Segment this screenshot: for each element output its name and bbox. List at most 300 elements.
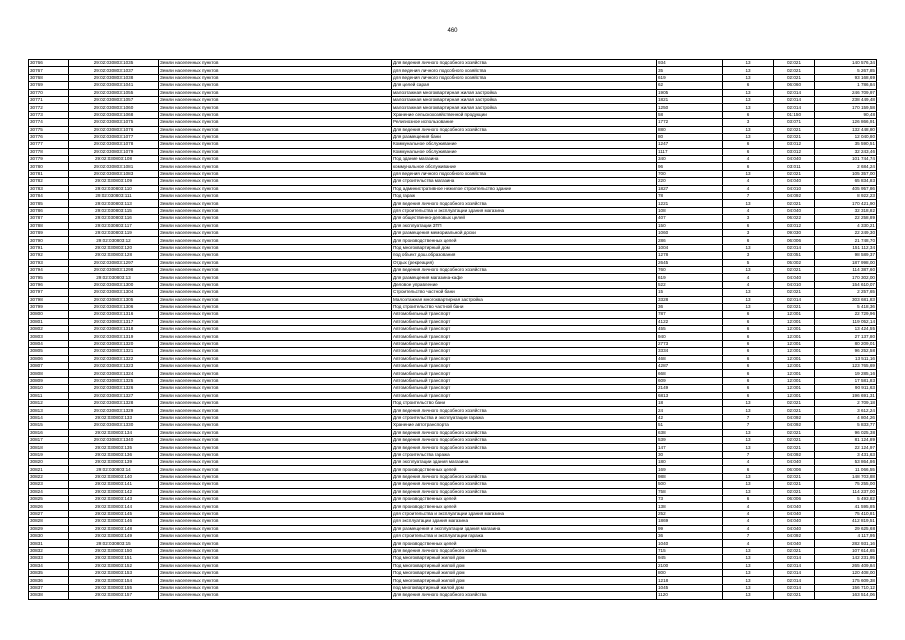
- group-cell: 6: [723, 340, 774, 347]
- cadastral-number-cell: 29:02:030803:1318: [69, 326, 159, 333]
- cadastral-value-cell: 238 449,48: [815, 96, 877, 103]
- permitted-use-cell: Для ведения личного подсобного хозяйства: [392, 547, 657, 554]
- cadastral-number-cell: 29:02:030803:1329: [69, 407, 159, 414]
- cadastral-value-cell: 27 137,80: [815, 333, 877, 340]
- code-cell: 04:092: [774, 193, 815, 200]
- group-cell: 6: [723, 111, 774, 118]
- area-cell: 880: [657, 126, 723, 133]
- area-cell: 715: [657, 547, 723, 554]
- code-cell: 02:014: [774, 569, 815, 576]
- permitted-use-cell: Под многоквартирный жилой дом: [392, 577, 657, 584]
- cadastral-number-cell: 29:02:030803:117: [69, 222, 159, 229]
- permitted-use-cell: Автомобильный транспорт: [392, 355, 657, 362]
- cadastral-value-cell: 32 318,82: [815, 207, 877, 214]
- group-cell: 6: [723, 82, 774, 89]
- area-cell: 609: [657, 377, 723, 384]
- group-cell: 4: [723, 503, 774, 510]
- land-category-cell: Земли населенных пунктов: [159, 266, 392, 273]
- area-cell: 787: [657, 311, 723, 318]
- cadastral-number-cell: 29:02:030803:1035: [69, 60, 159, 67]
- cadastral-number-cell: 29:02:030803:1298: [69, 266, 159, 273]
- row-number-cell: 30802: [29, 326, 69, 333]
- cadastral-value-cell: 75 255,00: [815, 481, 877, 488]
- code-cell: 04:040: [774, 510, 815, 517]
- code-cell: 06:006: [774, 466, 815, 473]
- row-number-cell: 30817: [29, 436, 69, 443]
- group-cell: 13: [723, 488, 774, 495]
- cadastral-number-cell: 29:02:030803:1320: [69, 340, 159, 347]
- row-number-cell: 30772: [29, 104, 69, 111]
- cadastral-number-cell: 29:02:030803:144: [69, 503, 159, 510]
- land-category-cell: Земли населенных пунктов: [159, 185, 392, 192]
- row-number-cell: 30828: [29, 518, 69, 525]
- permitted-use-cell: Для ведения личного подсобного хозяйства: [392, 436, 657, 443]
- group-cell: 4: [723, 274, 774, 281]
- row-number-cell: 30819: [29, 451, 69, 458]
- table-row: [29, 326, 877, 333]
- table-row: [29, 237, 877, 244]
- row-number-cell: 30776: [29, 133, 69, 140]
- land-category-cell: Земли населенных пунктов: [159, 385, 392, 392]
- group-cell: 13: [723, 444, 774, 451]
- permitted-use-cell: Для размещения бани: [392, 133, 657, 140]
- group-cell: 3: [723, 215, 774, 222]
- land-category-cell: Земли населенных пунктов: [159, 481, 392, 488]
- permitted-use-cell: Для ведения личного подсобного хозяйства: [392, 200, 657, 207]
- cadastral-number-cell: 29:02:030803:1306: [69, 303, 159, 310]
- area-cell: 340: [657, 156, 723, 163]
- table-row: [29, 577, 877, 584]
- code-cell: 12:001: [774, 333, 815, 340]
- land-category-cell: Земли населенных пунктов: [159, 525, 392, 532]
- row-number-cell: 30814: [29, 414, 69, 421]
- code-cell: 04:040: [774, 525, 815, 532]
- group-cell: 4: [723, 185, 774, 192]
- cadastral-number-cell: 29:02:030803:115: [69, 207, 159, 214]
- table-row: [29, 348, 877, 355]
- row-number-cell: 30780: [29, 163, 69, 170]
- table-row: [29, 496, 877, 503]
- table-row: [29, 510, 877, 517]
- cadastral-number-cell: 29:02:030803:140: [69, 473, 159, 480]
- table-row: [29, 562, 877, 569]
- permitted-use-cell: Коммунальное обслуживание: [392, 148, 657, 155]
- row-number-cell: 30836: [29, 577, 69, 584]
- area-cell: 619: [657, 74, 723, 81]
- cadastral-value-cell: 65 834,83: [815, 178, 877, 185]
- row-number-cell: 30784: [29, 193, 69, 200]
- group-cell: 13: [723, 547, 774, 554]
- permitted-use-cell: Для производственных целей: [392, 237, 657, 244]
- group-cell: 3: [723, 119, 774, 126]
- area-cell: 1827: [657, 185, 723, 192]
- permitted-use-cell: Отдых (рекреация): [392, 259, 657, 266]
- cadastral-value-cell: 12 040,80: [815, 133, 877, 140]
- land-category-cell: Земли населенных пунктов: [159, 318, 392, 325]
- cadastral-number-cell: 29:02:030803:14: [69, 466, 159, 473]
- table-row: [29, 547, 877, 554]
- row-number-cell: 30818: [29, 444, 69, 451]
- cadastral-number-cell: 29:02:030803:1041: [69, 82, 159, 89]
- permitted-use-cell: Для ведения личного подсобного хозяйства: [392, 473, 657, 480]
- table-row: [29, 252, 877, 259]
- code-cell: 04:092: [774, 422, 815, 429]
- group-cell: 13: [723, 170, 774, 177]
- cadastral-value-cell: 120 408,00: [815, 569, 877, 576]
- row-number-cell: 30783: [29, 185, 69, 192]
- permitted-use-cell: Для ведения личного подсобного хозяйства: [392, 266, 657, 273]
- permitted-use-cell: Под строительство бани: [392, 399, 657, 406]
- area-cell: 1218: [657, 577, 723, 584]
- area-cell: 286: [657, 237, 723, 244]
- permitted-use-cell: Для эксплуатации здания магазина: [392, 459, 657, 466]
- table-row: [29, 148, 877, 155]
- cadastral-value-cell: 156 710,12: [815, 584, 877, 591]
- land-category-cell: Земли населенных пунктов: [159, 163, 392, 170]
- group-cell: 6: [723, 326, 774, 333]
- permitted-use-cell: Для ведения личного подсобного хозяйства: [392, 444, 657, 451]
- cadastral-value-cell: 196 691,31: [815, 392, 877, 399]
- table-row: [29, 533, 877, 540]
- cadastral-value-cell: 21 748,70: [815, 237, 877, 244]
- land-category-cell: Земли населенных пунктов: [159, 436, 392, 443]
- group-cell: 13: [723, 555, 774, 562]
- table-row: [29, 281, 877, 288]
- area-cell: 800: [657, 569, 723, 576]
- area-cell: 1278: [657, 252, 723, 259]
- land-category-cell: Земли населенных пунктов: [159, 215, 392, 222]
- cadastral-number-cell: 29:02:030803:116: [69, 215, 159, 222]
- permitted-use-cell: Автомобильный транспорт: [392, 348, 657, 355]
- group-cell: 6: [723, 392, 774, 399]
- area-cell: 73: [657, 496, 723, 503]
- cadastral-number-cell: 29:02:030803:148: [69, 525, 159, 532]
- row-number-cell: 30788: [29, 222, 69, 229]
- table-row: [29, 503, 877, 510]
- area-cell: 1247: [657, 141, 723, 148]
- table-row: [29, 488, 877, 495]
- cadastral-number-cell: 29:02:030803:1076: [69, 126, 159, 133]
- permitted-use-cell: Для целей сарая: [392, 82, 657, 89]
- cadastral-value-cell: 119 052,14: [815, 318, 877, 325]
- cadastral-value-cell: 303 681,83: [815, 296, 877, 303]
- cadastral-number-cell: 29:02:030803:135: [69, 444, 159, 451]
- row-number-cell: 30807: [29, 363, 69, 370]
- area-cell: 80: [657, 133, 723, 140]
- cadastral-value-cell: 22 258,89: [815, 215, 877, 222]
- area-cell: 4122: [657, 318, 723, 325]
- cadastral-number-cell: 29:02:030803:15: [69, 540, 159, 547]
- land-category-cell: Земли населенных пунктов: [159, 459, 392, 466]
- cadastral-number-cell: 29:02:030803:157: [69, 592, 159, 599]
- permitted-use-cell: Под многоквартирный дом: [392, 244, 657, 251]
- permitted-use-cell: Для размещения мемориальной доски: [392, 229, 657, 236]
- row-number-cell: 30830: [29, 533, 69, 540]
- cadastral-value-cell: 3 612,24: [815, 407, 877, 414]
- group-cell: 13: [723, 266, 774, 273]
- land-category-cell: Земли населенных пунктов: [159, 562, 392, 569]
- land-category-cell: Земли населенных пунктов: [159, 289, 392, 296]
- code-cell: 06:022: [774, 215, 815, 222]
- land-category-cell: Земли населенных пунктов: [159, 126, 392, 133]
- land-category-cell: Земли населенных пунктов: [159, 178, 392, 185]
- land-category-cell: Земли населенных пунктов: [159, 584, 392, 591]
- row-number-cell: 30800: [29, 311, 69, 318]
- cadastral-value-cell: 13 424,55: [815, 326, 877, 333]
- table-row: [29, 74, 877, 81]
- cadastral-number-cell: 29:02:030803:1324: [69, 370, 159, 377]
- group-cell: 6: [723, 385, 774, 392]
- group-cell: 4: [723, 518, 774, 525]
- area-cell: 500: [657, 481, 723, 488]
- cadastral-value-cell: 81 124,89: [815, 436, 877, 443]
- table-row: [29, 407, 877, 414]
- row-number-cell: 30831: [29, 540, 69, 547]
- area-cell: 96: [657, 163, 723, 170]
- permitted-use-cell: Под гараж: [392, 193, 657, 200]
- permitted-use-cell: Для ведения личного подсобного хозяйства: [392, 60, 657, 67]
- cadastral-number-cell: 29:02:030803:151: [69, 555, 159, 562]
- code-cell: 02:021: [774, 126, 815, 133]
- code-cell: 12:001: [774, 355, 815, 362]
- code-cell: 03:012: [774, 148, 815, 155]
- group-cell: 6: [723, 355, 774, 362]
- group-cell: 4: [723, 459, 774, 466]
- cadastral-value-cell: 4 330,21: [815, 222, 877, 229]
- row-number-cell: 30796: [29, 281, 69, 288]
- area-cell: 1040: [657, 540, 723, 547]
- area-cell: 2773: [657, 340, 723, 347]
- row-number-cell: 30786: [29, 207, 69, 214]
- cadastral-value-cell: 98 589,37: [815, 252, 877, 259]
- row-number-cell: 30779: [29, 156, 69, 163]
- permitted-use-cell: Для производственных целей: [392, 503, 657, 510]
- cadastral-value-cell: 187 998,00: [815, 259, 877, 266]
- cadastral-value-cell: 123 765,69: [815, 363, 877, 370]
- area-cell: 468: [657, 355, 723, 362]
- code-cell: 02:021: [774, 200, 815, 207]
- cadastral-number-cell: 29:02:030803:1316: [69, 311, 159, 318]
- group-cell: 6: [723, 318, 774, 325]
- cadastral-value-cell: 11 066,55: [815, 466, 877, 473]
- land-category-cell: Земли населенных пунктов: [159, 104, 392, 111]
- group-cell: 4: [723, 540, 774, 547]
- code-cell: 03:011: [774, 163, 815, 170]
- code-cell: 02:014: [774, 584, 815, 591]
- area-cell: 1004: [657, 244, 723, 251]
- code-cell: 02:021: [774, 481, 815, 488]
- area-cell: 6813: [657, 392, 723, 399]
- cadastral-number-cell: 29:02:030803:146: [69, 518, 159, 525]
- code-cell: 05:002: [774, 259, 815, 266]
- cadastral-number-cell: 29:02:030803:1300: [69, 281, 159, 288]
- page-number: 460: [447, 28, 458, 34]
- group-cell: 6: [723, 466, 774, 473]
- code-cell: 04:092: [774, 533, 815, 540]
- code-cell: 02:021: [774, 303, 815, 310]
- group-cell: 4: [723, 510, 774, 517]
- row-number-cell: 30794: [29, 266, 69, 273]
- land-category-cell: Земли населенных пунктов: [159, 170, 392, 177]
- code-cell: 02:021: [774, 289, 815, 296]
- row-number-cell: 30771: [29, 96, 69, 103]
- cadastral-value-cell: 101 744,74: [815, 156, 877, 163]
- cadastral-value-cell: 22 729,96: [815, 311, 877, 318]
- table-row: [29, 229, 877, 236]
- table-row: [29, 111, 877, 118]
- table-row: [29, 481, 877, 488]
- permitted-use-cell: Автомобильный транспорт: [392, 363, 657, 370]
- land-category-cell: Земли населенных пунктов: [159, 111, 392, 118]
- area-cell: 1117: [657, 148, 723, 155]
- land-category-cell: Земли населенных пунктов: [159, 533, 392, 540]
- group-cell: 13: [723, 562, 774, 569]
- area-cell: 3328: [657, 296, 723, 303]
- cadastral-value-cell: 32 243,46: [815, 148, 877, 155]
- table-row: [29, 222, 877, 229]
- table-row: [29, 363, 877, 370]
- cadastral-number-cell: 29:02:030803:149: [69, 533, 159, 540]
- cadastral-value-cell: 126 866,91: [815, 119, 877, 126]
- cadastral-value-cell: 17 581,83: [815, 377, 877, 384]
- code-cell: 02:021: [774, 399, 815, 406]
- row-number-cell: 30803: [29, 333, 69, 340]
- permitted-use-cell: Автомобильный транспорт: [392, 318, 657, 325]
- cadastral-number-cell: 29:02:030803:1055: [69, 89, 159, 96]
- group-cell: 6: [723, 311, 774, 318]
- permitted-use-cell: Для размещения и эксплуатации здания магазина: [392, 525, 657, 532]
- permitted-use-cell: для строительства и эксплуатации гаража: [392, 533, 657, 540]
- cadastral-value-cell: 75 410,81: [815, 510, 877, 517]
- table-row: [29, 436, 877, 443]
- area-cell: 78: [657, 193, 723, 200]
- area-cell: 62: [657, 82, 723, 89]
- cadastral-value-cell: 107 614,65: [815, 547, 877, 554]
- table-row: [29, 274, 877, 281]
- group-cell: 7: [723, 193, 774, 200]
- cadastral-value-cell: 3 431,63: [815, 451, 877, 458]
- area-cell: 15: [657, 289, 723, 296]
- table-row: [29, 592, 877, 599]
- row-number-cell: 30766: [29, 60, 69, 67]
- area-cell: 700: [657, 170, 723, 177]
- row-number-cell: 30821: [29, 466, 69, 473]
- land-category-cell: Земли населенных пунктов: [159, 311, 392, 318]
- cadastral-number-cell: 29:02:030803:13: [69, 274, 159, 281]
- code-cell: 02:021: [774, 547, 815, 554]
- group-cell: 13: [723, 104, 774, 111]
- permitted-use-cell: Для ведения личного подсобного хозяйства: [392, 407, 657, 414]
- cadastral-number-cell: 29:02:030803:1321: [69, 348, 159, 355]
- code-cell: 02:021: [774, 60, 815, 67]
- row-number-cell: 30820: [29, 459, 69, 466]
- area-cell: 180: [657, 459, 723, 466]
- group-cell: 6: [723, 370, 774, 377]
- row-number-cell: 30775: [29, 126, 69, 133]
- group-cell: 13: [723, 96, 774, 103]
- cadastral-value-cell: 90 911,63: [815, 385, 877, 392]
- table-row: [29, 399, 877, 406]
- cadastral-number-cell: 29:02:030803:133: [69, 414, 159, 421]
- row-number-cell: 30810: [29, 385, 69, 392]
- code-cell: 04:040: [774, 207, 815, 214]
- permitted-use-cell: для ведения личного подсобного хозяйства: [392, 74, 657, 81]
- table-row: [29, 178, 877, 185]
- code-cell: 02:014: [774, 89, 815, 96]
- cadastral-value-cell: 142 231,95: [815, 555, 877, 562]
- cadastral-value-cell: 154 610,07: [815, 281, 877, 288]
- permitted-use-cell: Под здание магазина: [392, 156, 657, 163]
- permitted-use-cell: для эксплуатации здания магазина: [392, 518, 657, 525]
- land-category-cell: Земли населенных пунктов: [159, 496, 392, 503]
- land-category-cell: Земли населенных пунктов: [159, 274, 392, 281]
- cadastral-value-cell: 22 124,97: [815, 444, 877, 451]
- table-row: [29, 82, 877, 89]
- cadastral-number-cell: 29:02:030803:1322: [69, 355, 159, 362]
- row-number-cell: 30795: [29, 274, 69, 281]
- cadastral-value-cell: 114 387,60: [815, 266, 877, 273]
- area-cell: 51: [657, 422, 723, 429]
- cadastral-number-cell: 29:02:030803:1317: [69, 318, 159, 325]
- area-cell: 1045: [657, 584, 723, 591]
- area-cell: 1772: [657, 119, 723, 126]
- permitted-use-cell: Под строительство частной бани: [392, 303, 657, 310]
- group-cell: 4: [723, 207, 774, 214]
- cadastral-number-cell: 29:02:030803:1323: [69, 363, 159, 370]
- land-category-cell: Земли населенных пунктов: [159, 444, 392, 451]
- cadastral-number-cell: 29:02:030803:1057: [69, 96, 159, 103]
- group-cell: 7: [723, 533, 774, 540]
- row-number-cell: 30790: [29, 237, 69, 244]
- land-category-cell: Земли населенных пунктов: [159, 473, 392, 480]
- area-cell: 522: [657, 281, 723, 288]
- code-cell: 02:021: [774, 74, 815, 81]
- land-category-cell: Земли населенных пунктов: [159, 89, 392, 96]
- cadastral-number-cell: 29:02:030803:136: [69, 451, 159, 458]
- cadastral-number-cell: 29:02:030803:108: [69, 156, 159, 163]
- table-row: [29, 414, 877, 421]
- code-cell: 12:001: [774, 311, 815, 318]
- group-cell: 13: [723, 303, 774, 310]
- cadastral-number-cell: 29:02:030803:143: [69, 496, 159, 503]
- land-registry-table: [28, 59, 877, 600]
- cadastral-value-cell: 148 703,88: [815, 473, 877, 480]
- row-number-cell: 30792: [29, 252, 69, 259]
- permitted-use-cell: Для строительства магазина: [392, 178, 657, 185]
- table-row: [29, 451, 877, 458]
- group-cell: 13: [723, 74, 774, 81]
- table-row: [29, 289, 877, 296]
- code-cell: 03:071: [774, 119, 815, 126]
- code-cell: 12:001: [774, 340, 815, 347]
- code-cell: 02:021: [774, 407, 815, 414]
- code-cell: 03:051: [774, 252, 815, 259]
- table-row: [29, 200, 877, 207]
- cadastral-number-cell: 29:02:030803:1325: [69, 377, 159, 384]
- group-cell: 13: [723, 473, 774, 480]
- code-cell: 03:012: [774, 222, 815, 229]
- permitted-use-cell: Для строительства и эксплуатации гаража: [392, 414, 657, 421]
- land-category-cell: Земли населенных пунктов: [159, 259, 392, 266]
- area-cell: 24: [657, 407, 723, 414]
- row-number-cell: 30835: [29, 569, 69, 576]
- group-cell: 13: [723, 584, 774, 591]
- land-category-cell: Земли населенных пунктов: [159, 96, 392, 103]
- code-cell: 04:010: [774, 281, 815, 288]
- cadastral-value-cell: 5 833,77: [815, 422, 877, 429]
- row-number-cell: 30813: [29, 407, 69, 414]
- row-number-cell: 30769: [29, 82, 69, 89]
